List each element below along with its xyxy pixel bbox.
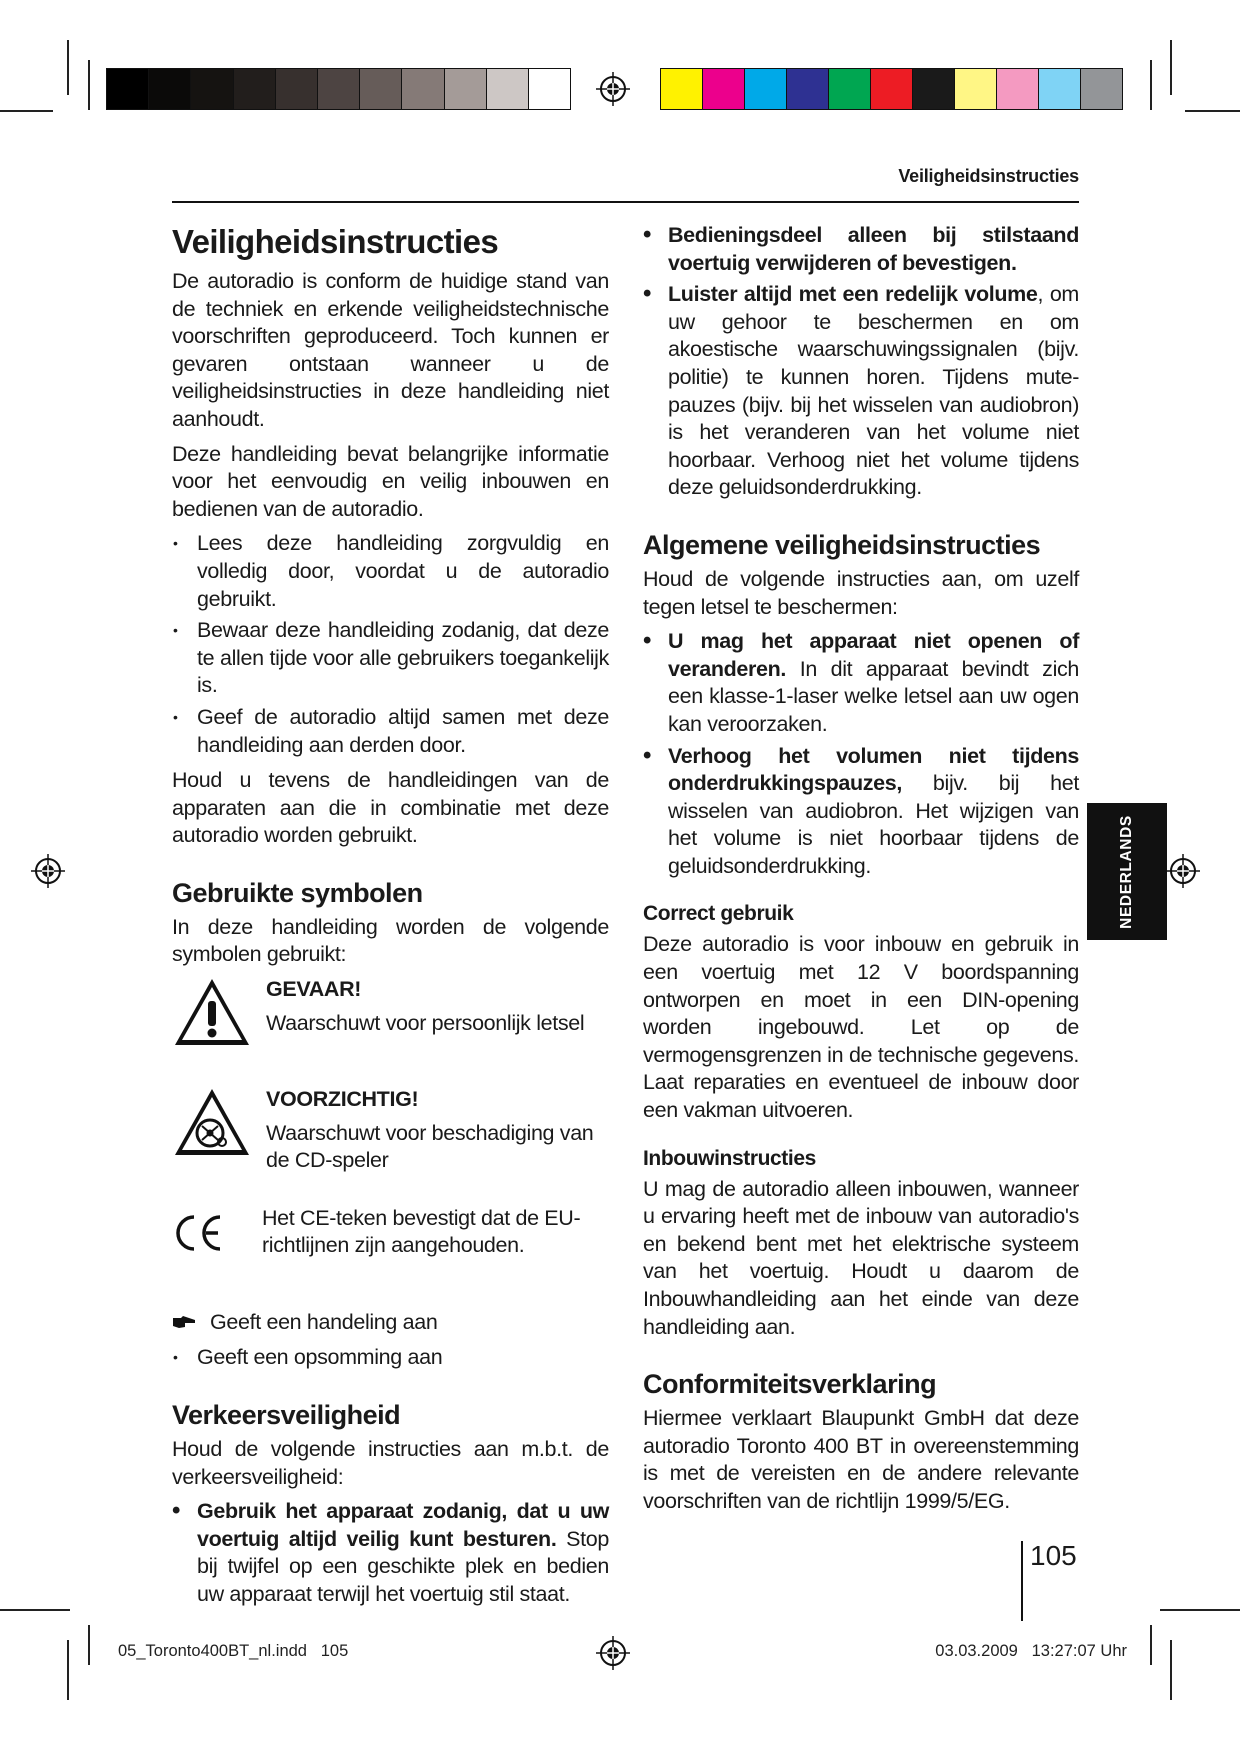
color-swatch (744, 69, 786, 109)
traffic-intro: Houd de volgende instructies aan m.b.t. de verkeersveiligheid: (172, 1437, 609, 1489)
header-rule (172, 201, 1079, 203)
section-heading-conformity: Conformiteitsverklaring (643, 1369, 937, 1400)
intro-paragraph: De autoradio is conform de huidige stand van de techniek en erkende veiligheidstechnische voorschriften geproduceerd. Toch kunnen er gevaren ontstaan wanneer u de veiligheidsinstructies in deze handleiding niet aanhoudt. (172, 269, 609, 431)
language-tab-label: NEDERLANDS (1118, 814, 1135, 929)
list-item: • Bewaar deze handleiding zodanig, dat deze te allen tijde voor alle gebruikers toegankelijk is. (172, 617, 609, 700)
registration-mark-icon (1166, 854, 1200, 888)
color-swatch (954, 69, 996, 109)
footer-timestamp: 03.03.2009 13:27:07 Uhr (935, 1642, 1127, 1660)
symbol-list (172, 1344, 609, 1372)
conformity-text: Hiermee verklaart Blaupunkt GmbH dat deze autoradio Toronto 400 BT in overeenstemming is met de vereisten en de andere relevante voorschriften van de richtlijn 1999/5/EG. (643, 1406, 1079, 1513)
action-text: Geeft een handeling aan (210, 1309, 438, 1334)
caution-title: VOORZICHTIG! (266, 1087, 419, 1112)
crop-mark (0, 1609, 70, 1611)
color-swatch (444, 69, 486, 109)
list-item: • Geeft een opsomming aan (172, 1344, 609, 1372)
cd-caution-triangle-icon (172, 1086, 252, 1158)
language-tab (1087, 803, 1167, 940)
footer-file-slug: 05_Toronto400BT_nl.indd 105 (118, 1642, 349, 1660)
color-swatch (401, 69, 443, 109)
running-header: Veiligheidsinstructies (898, 166, 1079, 186)
intro-paragraph: Houd u tevens de handleidingen van de apparaten aan die in combinatie met deze autoradio worden gebruikt. (172, 768, 609, 848)
crop-mark (1170, 40, 1172, 95)
crop-mark (1150, 1625, 1152, 1665)
color-swatch (233, 69, 275, 109)
crop-mark (67, 1640, 69, 1700)
registration-mark-icon (596, 1636, 630, 1670)
traffic-list-continued (643, 222, 1079, 502)
ce-mark-icon (172, 1211, 224, 1255)
page-title: Veiligheidsinstructies (172, 223, 499, 260)
general-intro: Houd de volgende instructies aan, om uzelf tegen letsel te beschermen: (643, 566, 1079, 619)
list-item (643, 743, 1079, 881)
right-column (643, 222, 1079, 1523)
crop-mark (1185, 110, 1240, 112)
b2-bold: Luister altijd met een redelijk volume (668, 282, 1038, 307)
color-swatch (275, 69, 317, 109)
crop-mark (88, 1625, 90, 1665)
g1-rest: In dit apparaat bevindt zich een klasse-1-laser welke letsel aan uw ogen kan veroorzaken. (668, 656, 1079, 736)
color-swatch (828, 69, 870, 109)
caution-text: Waarschuwt voor beschadiging van de CD-speler (266, 1120, 594, 1173)
danger-text: Waarschuwt voor persoonlijk letsel (266, 1010, 585, 1035)
registration-mark-icon (31, 854, 65, 888)
color-swatch (190, 69, 232, 109)
color-swatch (912, 69, 954, 109)
color-swatch (486, 69, 528, 109)
intro-paragraph: Deze handleiding bevat belangrijke informatie voor het eenvoudig en veilig inbouwen en bedienen van de autoradio. (172, 441, 609, 521)
crop-mark (88, 60, 90, 110)
color-swatch (528, 69, 570, 109)
page-number: 105 (1030, 1540, 1077, 1571)
color-swatch (148, 69, 190, 109)
color-swatch (870, 69, 912, 109)
pointing-hand-icon (172, 1315, 196, 1329)
traffic-list (172, 1498, 609, 1608)
symbols-intro: In deze handleiding worden de volgende symbolen gebruikt: (172, 914, 609, 967)
section-heading-symbols: Gebruikte symbolen (172, 877, 423, 908)
danger-title: GEVAAR! (266, 977, 362, 1002)
b1-bold: Bedieningsdeel alleen bij stilstaand voertuig verwijderen of bevestigen. (668, 223, 1079, 275)
symbol-caution (172, 1086, 609, 1175)
symbol-action (172, 1309, 609, 1337)
list-item (643, 222, 1079, 277)
list-item: • Geef de autoradio altijd samen met deze handleiding aan derden door. (172, 704, 609, 759)
symbol-danger (172, 976, 609, 1056)
list-item (643, 281, 1079, 502)
g1-bold: U mag het apparaat niet openen of veranderen. (668, 629, 1079, 681)
list-item (643, 628, 1079, 738)
page-number-rule (1021, 1541, 1023, 1621)
installation-text: U mag de autoradio alleen inbouwen, wanneer u ervaring heeft met de inbouw van autoradio's en bekend bent met het elektrische systeem van het voertuig. Houdt u daarom de Inbouwhandleiding aan het einde van deze handleiding aan. (643, 1176, 1079, 1339)
traffic-bold: Gebruik het apparaat zodanig, dat u uw voertuig altijd veilig kunt besturen. (197, 1499, 609, 1551)
traffic-rest: Stop bij twijfel op een geschikte plek en bedien uw apparaat terwijl het voertuig stil staat. (197, 1526, 609, 1606)
section-heading-traffic: Verkeersveiligheid (172, 1400, 401, 1431)
color-swatch (702, 69, 744, 109)
process-color-bar (660, 68, 1123, 110)
color-swatch (786, 69, 828, 109)
list-item: • Lees deze handleiding zorgvuldig en volledig door, voordat u de autoradio gebruikt. (172, 530, 609, 613)
registration-mark-icon (596, 72, 630, 106)
color-swatch (317, 69, 359, 109)
crop-mark (67, 40, 69, 95)
g2-bold: Verhoog het volumen niet tijdens onderdrukkingspauzes, (668, 743, 1079, 796)
correct-use-text: Deze autoradio is voor inbouw en gebruik in een voertuig met 12 V boordspanning ontworpen en moet in een DIN-opening worden ingebouwd. Let op de vermogensgrenzen in de technische gegevens. Laat reparaties en eventueel de inbouw door een vakman uitvoeren. (643, 932, 1079, 1123)
color-swatch (1080, 69, 1122, 109)
section-heading-installation: Inbouwinstructies (643, 1146, 816, 1170)
symbol-ce (172, 1205, 609, 1275)
b2-rest: , om uw gehoor te beschermen en om akoestische waarschuwingssignalen (bijv. politie) te kunnen horen. Tijdens mute-pauzes (bijv. bij het wisselen van audiobron) is het veranderen van het volume niet hoorbaar. Verhoog niet het volume tijdens deze geluidsonderdrukking. (668, 282, 1079, 500)
warning-triangle-icon (172, 976, 252, 1048)
section-heading-general: Algemene veiligheidsinstructies (643, 529, 1041, 560)
bullet-list (172, 530, 609, 759)
grayscale-color-bar (106, 68, 571, 110)
list-item (172, 1498, 609, 1608)
color-swatch (359, 69, 401, 109)
crop-mark (1160, 1609, 1240, 1611)
general-list (643, 628, 1079, 880)
color-swatch (107, 69, 148, 109)
color-swatch (661, 69, 702, 109)
crop-mark (1150, 60, 1152, 110)
ce-text: Het CE-teken bevestigt dat de EU-richtlijnen zijn aangehouden. (262, 1205, 581, 1258)
color-swatch (1038, 69, 1080, 109)
g2-rest: bijv. bij het wisselen van audiobron. Het wijzigen van het volume is niet hoorbaar tijdens de geluidsonderdrukking. (668, 771, 1079, 878)
left-column (172, 222, 609, 1617)
section-heading-correct-use: Correct gebruik (643, 902, 794, 926)
crop-mark (0, 110, 53, 112)
crop-mark (1170, 1640, 1172, 1700)
color-swatch (996, 69, 1038, 109)
